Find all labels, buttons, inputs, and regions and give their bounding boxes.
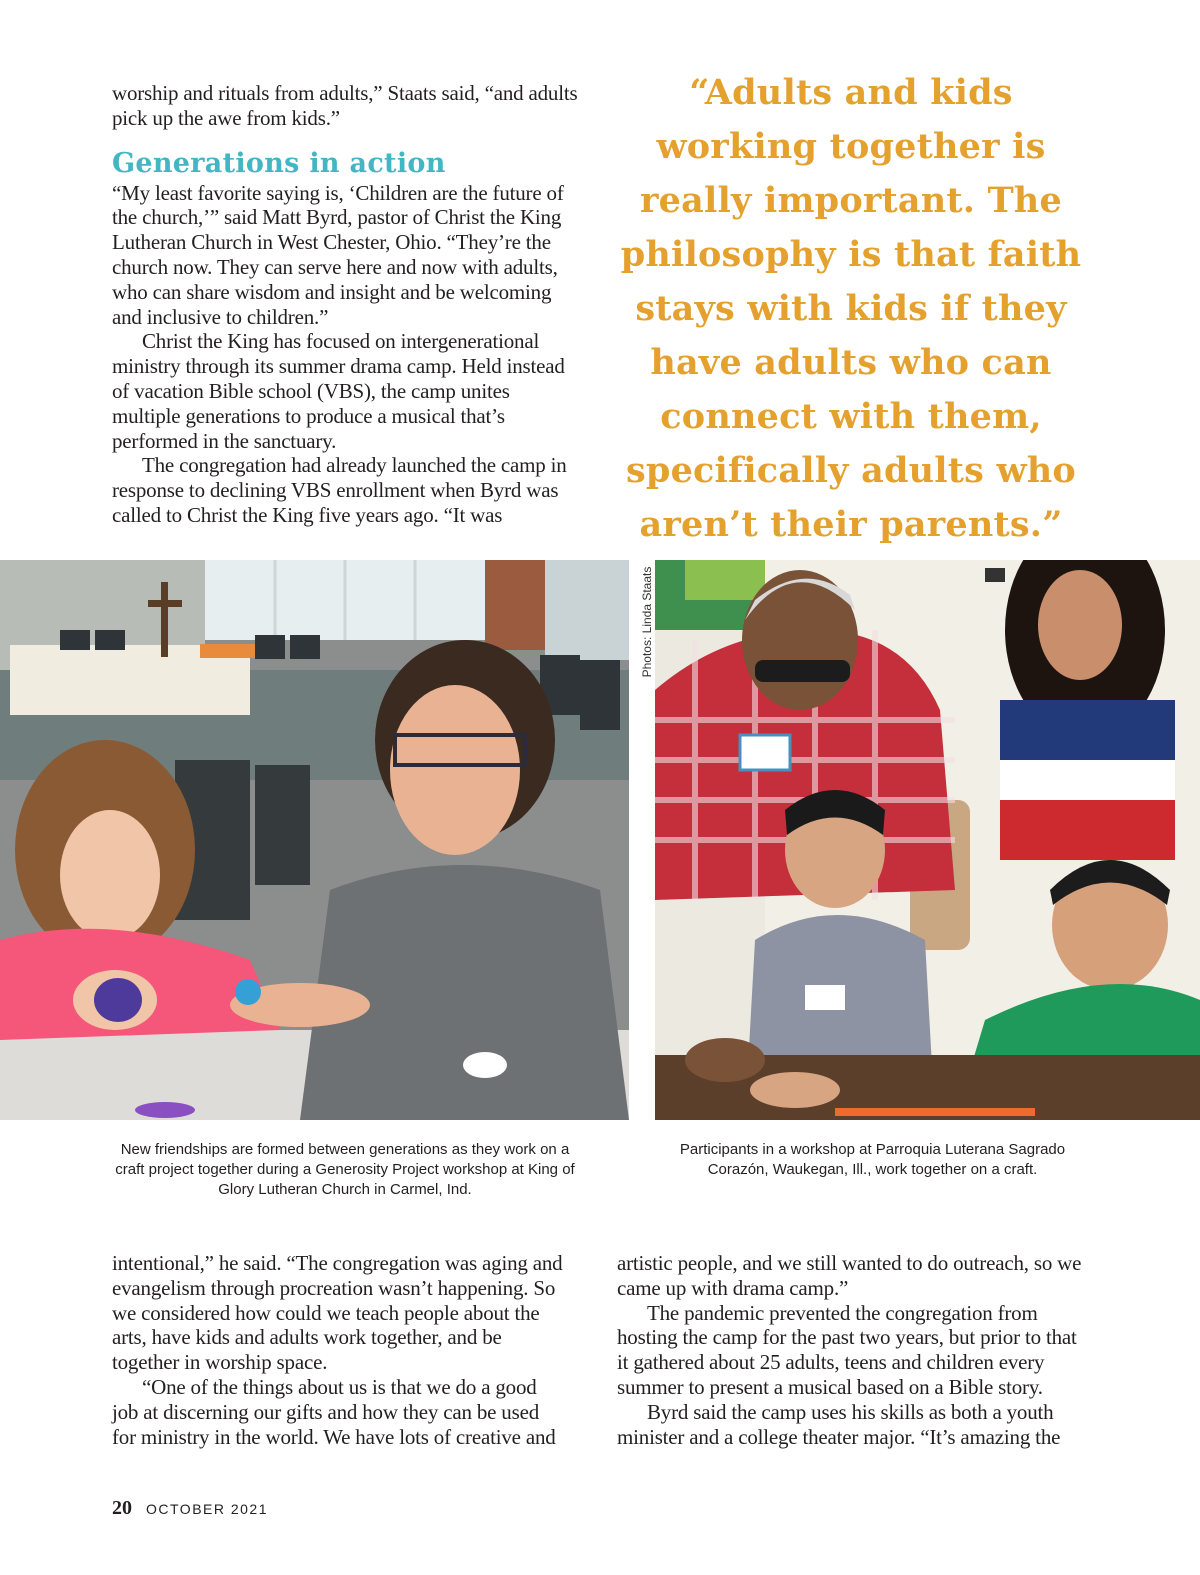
photo-right-illustration [655, 560, 1200, 1120]
article-column-bottom-left [112, 1251, 567, 1449]
paragraph: intentional,” he said. “The congregation was aging and evangelism through procreation wasn’t happening. So we considered how could we teach people about the arts, have kids and adults work together, and be together in worship space. [112, 1251, 563, 1375]
photo-right-caption: Participants in a workshop at Parroquia Luterana Sagrado Corazón, Waukegan, Ill., work together on a craft. [679, 1141, 1066, 1178]
paragraph: “My least favorite saying is, ‘Children are the future of the church,’” said Matt Byrd, pastor of Christ the King Lutheran Church in West Chester, Ohio. “They’re the church now. They can serve here and now with adults, who can share wisdom and insight and be welcoming and inclusive to children.” [112, 180, 564, 329]
photo-credit-text: Photos: Linda Staats [640, 566, 654, 678]
article-column-bottom-right [617, 1251, 1087, 1449]
paragraph: worship and rituals from adults,” Staats said, “and adults pick up the awe from kids.” [112, 81, 578, 130]
photo-left-illustration [0, 560, 629, 1120]
photo-right [655, 560, 1200, 1120]
photo-left-caption: New friendships are formed between generations as they work on a craft project together during a Generosity Project workshop at King of Glory Lutheran Church in Carmel, Ind. [115, 1141, 575, 1198]
paragraph: artistic people, and we still wanted to do outreach, so we came up with drama camp.” [617, 1251, 1082, 1300]
pull-quote: “Adults and kids working together is really important. The philosophy is that faith stays with kids if they have adults who can connect with them, specifically adults who aren’t their parents.” [620, 72, 1082, 545]
photo-credit [635, 562, 659, 682]
photo-left [0, 560, 629, 1120]
article-column-top-left [112, 81, 580, 528]
page-number: 20 [112, 1497, 132, 1519]
paragraph: The pandemic prevented the congregation from hosting the camp for the past two years, but prior to that it gathered about 25 adults, teens and children every summer to present a musical based on a Bible story. [617, 1300, 1077, 1399]
paragraph: “One of the things about us is that we do a good job at discerning our gifts and how they can be used for ministry in the world. We have lots of creative and [112, 1374, 556, 1449]
issue-date: OCTOBER 2021 [146, 1501, 269, 1517]
paragraph: The congregation had already launched the camp in response to declining VBS enrollment when Byrd was called to Christ the King five years ago. “It was [112, 453, 567, 527]
paragraph: Byrd said the camp uses his skills as both a youth minister and a college theater major. “It’s amazing the [617, 1399, 1061, 1449]
section-heading: Generations in action [112, 147, 446, 179]
paragraph: Christ the King has focused on intergenerational ministry through its summer drama camp. Held instead of vacation Bible school (VBS), the camp unites multiple generations to produce a musical that’s performed in the sanctuary. [112, 329, 565, 453]
